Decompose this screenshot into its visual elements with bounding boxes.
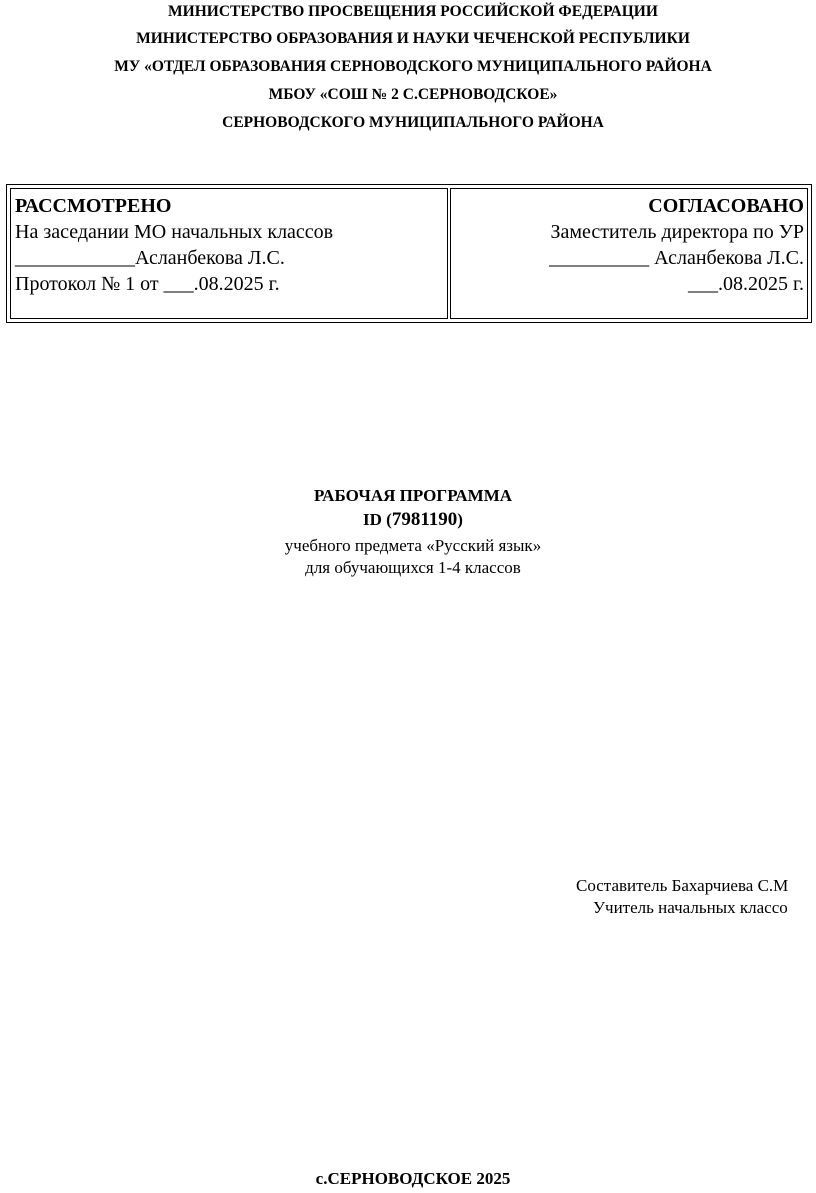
reviewed-meeting: На заседании МО начальных классов xyxy=(15,221,334,243)
reviewed-protocol: Протокол № 1 от ___.08.2025 г. xyxy=(15,273,280,295)
agreed-signature: __________ Асланбекова Л.С. xyxy=(549,247,804,269)
header-line-district: СЕРНОВОДСКОГО МУНИЦИПАЛЬНОГО РАЙОНА xyxy=(222,114,604,131)
header-line-ministry-chechen: МИНИСТЕРСТВО ОБРАЗОВАНИЯ И НАУКИ ЧЕЧЕНСКОЙ РЕСПУБЛИКИ xyxy=(136,30,690,47)
program-title: РАБОЧАЯ ПРОГРАММА xyxy=(313,486,513,505)
footer-place-year: с.СЕРНОВОДСКОЕ 2025 xyxy=(315,1169,511,1188)
program-id-suffix: ) xyxy=(457,510,463,529)
approval-table xyxy=(6,184,812,323)
header-line-ministry-education: МИНИСТЕРСТВО ПРОСВЕЩЕНИЯ РОССИЙСКОЙ ФЕДЕРАЦИИ xyxy=(168,3,658,20)
author-name: Составитель Бахарчиева С.М xyxy=(576,876,789,895)
agreed-date: ___.08.2025 г. xyxy=(688,273,804,295)
agreed-position: Заместитель директора по УР xyxy=(550,221,804,243)
program-id-prefix: ID ( xyxy=(363,510,392,529)
reviewed-caption: РАССМОТРЕНО xyxy=(15,195,172,217)
header-line-school: МБОУ «СОШ № 2 С.СЕРНОВОДСКОЕ» xyxy=(268,86,558,103)
program-id xyxy=(0,509,816,531)
agreed-cell xyxy=(450,188,808,319)
author-role: Учитель начальных классо xyxy=(593,898,788,917)
header-line-department: МУ «ОТДЕЛ ОБРАЗОВАНИЯ СЕРНОВОДСКОГО МУНИЦИПАЛЬНОГО РАЙОНА xyxy=(114,58,712,75)
program-id-number: 7981190 xyxy=(391,509,458,530)
agreed-caption: СОГЛАСОВАНО xyxy=(648,195,804,217)
reviewed-signature: ____________Асланбекова Л.С. xyxy=(15,247,285,269)
program-subject: учебного предмета «Русский язык» xyxy=(284,536,542,555)
program-audience: для обучающихся 1-4 классов xyxy=(305,558,521,577)
reviewed-cell xyxy=(10,188,448,319)
